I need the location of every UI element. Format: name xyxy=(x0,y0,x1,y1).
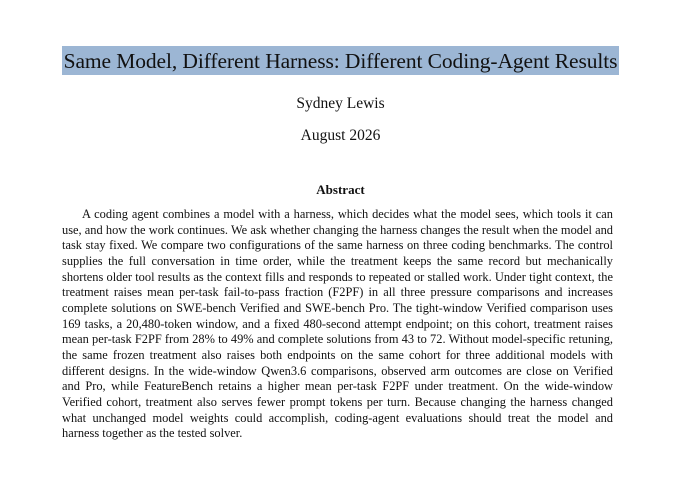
author-name: Sydney Lewis xyxy=(296,95,385,112)
title-block xyxy=(0,46,681,75)
paper-title-selected[interactable]: Same Model, Different Harness: Different Coding-Agent Results xyxy=(62,46,620,75)
abstract-heading: Abstract xyxy=(316,182,365,197)
abstract-text: A coding agent combines a model with a harness, which decides what the model sees, which tools it can use, and how the work continues. We ask whether changing the harness changes the result when the model and task stay fixed. We compare two configurations of the same harness on three coding benchmarks. The control supplies the full conversation in time order, while the treatment keeps the same record but mechanically shortens older tool results as the context fills and responds to repeated or stalled work. Under tight context, the treatment raises mean per-task fail-to-pass fraction (F2PF) in all three pressure comparisons and increases complete solutions on SWE-bench Verified and SWE-bench Pro. The tight-window Verified comparison uses 169 tasks, a 20,480-token window, and a fixed 480-second attempt endpoint; on this cohort, treatment raises mean per-task F2PF from 28% to 49% and complete solutions from 43 to 72. Without model-specific retuning, the same frozen treatment also raises both endpoints on the same cohort for three additional models with different designs. In the wide-window Qwen3.6 comparisons, observed arm outcomes are close on Verified and Pro, while FeatureBench retains a higher mean per-task F2PF under treatment. On the wide-window Verified cohort, treatment also serves fewer prompt tokens per turn. Because changing the harness changed what unchanged model weights could accomplish, coding-agent evaluations should treat the model and harness together as the tested solver. xyxy=(62,207,613,441)
publication-date: August 2026 xyxy=(300,127,381,144)
